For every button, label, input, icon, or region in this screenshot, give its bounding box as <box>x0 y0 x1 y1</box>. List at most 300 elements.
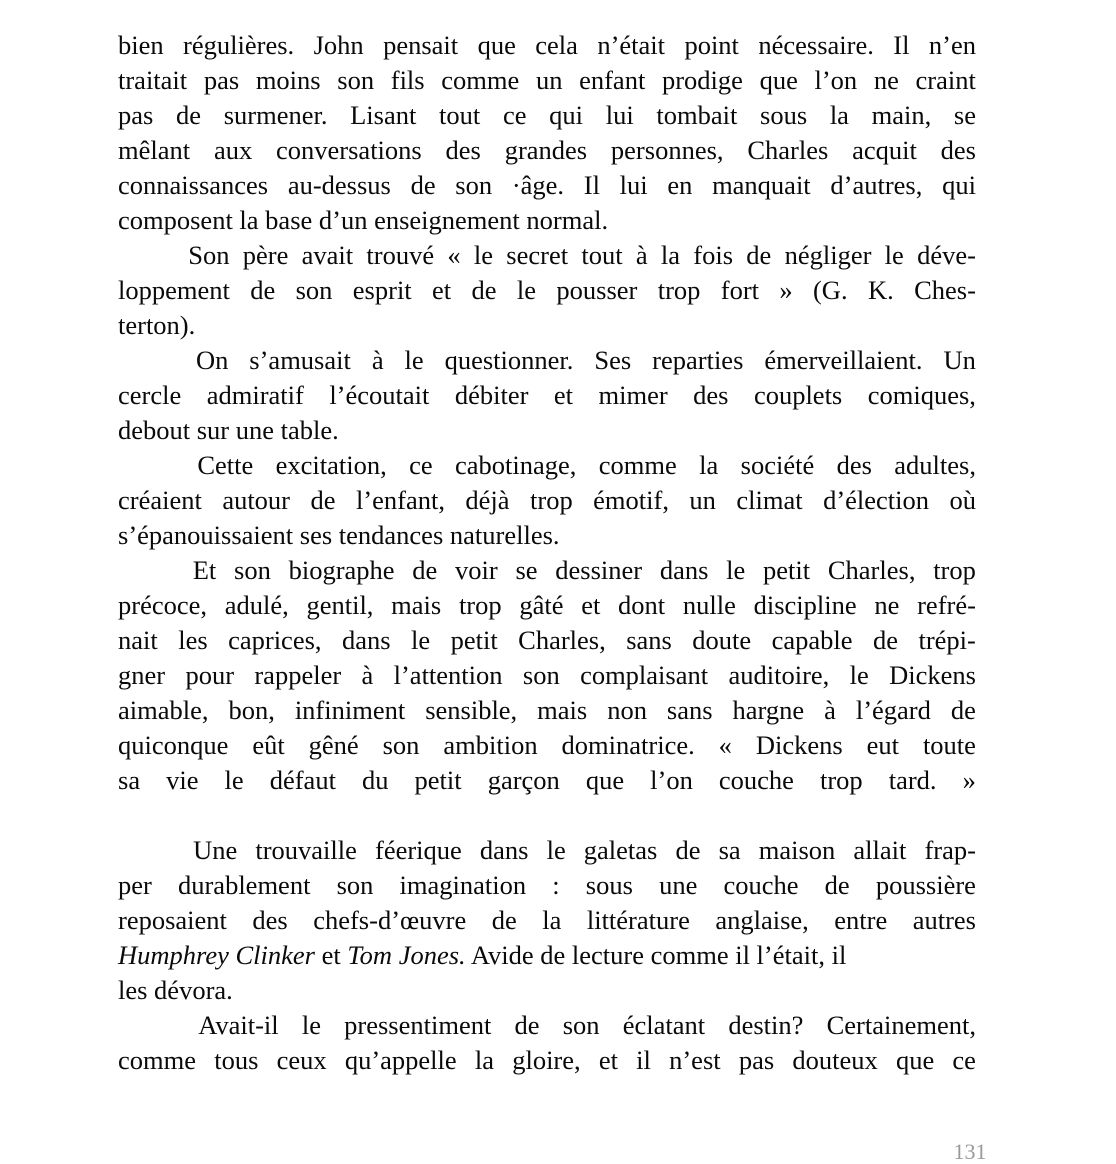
text-word: point <box>684 30 739 60</box>
page-number: 131 <box>953 1139 987 1164</box>
text-word: ambition <box>443 730 538 760</box>
text-word: enfant <box>579 65 646 95</box>
text-line <box>118 623 976 658</box>
text-word: le <box>473 240 494 270</box>
text-word: durablement <box>177 870 311 900</box>
text-line <box>118 693 976 728</box>
text-word: à <box>361 660 374 690</box>
text-word: gner <box>118 660 166 690</box>
text-word: le <box>726 555 746 585</box>
text-word: mêlant <box>118 135 191 165</box>
text-word: refré- <box>917 590 976 620</box>
text-word: pousser <box>556 275 638 305</box>
text-word: de <box>250 275 276 305</box>
text-word: pour <box>185 660 235 690</box>
text-word: Lisant <box>350 100 417 130</box>
paragraph-indent <box>118 448 175 483</box>
paragraph-biographe <box>118 553 976 798</box>
text-word: sans <box>626 625 672 655</box>
text-line <box>118 133 976 168</box>
text-word: eut <box>866 730 899 760</box>
text-word: « <box>718 730 732 760</box>
text-word: dominatrice. <box>561 730 695 760</box>
text-word: tous <box>214 1045 259 1075</box>
text-word: de <box>176 100 202 130</box>
text-word: dans <box>659 555 709 585</box>
text-line <box>118 1008 976 1043</box>
text-word: que <box>477 30 516 60</box>
page-text-block <box>118 28 976 1078</box>
text-word: reposaient <box>118 905 227 935</box>
text-word: sensible, <box>425 695 518 725</box>
text-line <box>118 273 976 308</box>
text-word: avait <box>301 240 354 270</box>
paragraph-indent <box>118 553 175 588</box>
text-word: autour <box>222 485 291 515</box>
text-word: trop <box>933 555 976 585</box>
text-word: comme <box>118 1045 196 1075</box>
text-word: le <box>849 660 869 690</box>
text-line <box>118 588 976 623</box>
text-word: mais <box>537 695 588 725</box>
text-word: questionner. <box>444 345 574 375</box>
text-word: petit <box>450 625 498 655</box>
text-word: douteux <box>792 1045 878 1075</box>
text-word: fils <box>390 65 425 95</box>
text-line <box>118 973 976 1008</box>
text-word: gloire, <box>512 1045 581 1075</box>
text-word: un <box>689 485 716 515</box>
text-line <box>118 413 976 448</box>
text-word: Il <box>893 30 910 60</box>
text-line <box>118 833 976 868</box>
text-word: Une <box>193 835 238 865</box>
text-word: féerique <box>375 835 462 865</box>
paragraph-break <box>118 798 976 833</box>
text-word: son <box>336 870 374 900</box>
paragraph-excitation <box>118 448 976 553</box>
text-word: gâté <box>519 590 564 620</box>
text-word: sous <box>585 870 633 900</box>
text-word: le <box>546 835 566 865</box>
paragraph-indent <box>118 833 175 868</box>
text-line <box>118 658 976 693</box>
text-word: ·âge. <box>511 170 565 200</box>
text-word: trop <box>530 485 573 515</box>
text-word: à <box>371 345 384 375</box>
text-word: craint <box>915 65 976 95</box>
paragraph-questionner <box>118 343 976 448</box>
text-word: Dickens <box>755 730 843 760</box>
text-word: autres <box>912 905 976 935</box>
text-word: son <box>337 65 375 95</box>
text-word: petit <box>414 765 462 795</box>
text-word: régulières. <box>183 30 295 60</box>
text-word: adulé, <box>224 590 289 620</box>
text-word: éclatant <box>622 1010 706 1040</box>
text-word: la <box>474 1045 494 1075</box>
text-word: secret <box>506 240 569 270</box>
text-word: tombait <box>656 100 738 130</box>
text-word: dont <box>618 590 666 620</box>
text-word: conversations <box>276 135 422 165</box>
text-word: comme <box>598 450 677 480</box>
text-word: gentil, <box>306 590 374 620</box>
paragraph-indent <box>118 238 175 273</box>
text-word: de <box>872 625 898 655</box>
text-word: de <box>950 695 976 725</box>
text-word: pas <box>118 100 154 130</box>
text-word: de <box>491 905 517 935</box>
text-word: sans <box>666 695 713 725</box>
text-line <box>118 308 976 343</box>
text-word: des <box>445 135 481 165</box>
text-word: le <box>301 1010 321 1040</box>
text-line <box>118 868 976 903</box>
text-word: la <box>660 240 681 270</box>
text-word: sous <box>760 100 808 130</box>
text-word: que <box>585 765 625 795</box>
text-word: se <box>515 555 538 585</box>
text-word: adultes, <box>894 450 976 480</box>
text-word: et <box>581 590 601 620</box>
text-word: au-dessus <box>287 170 391 200</box>
text-word: couplets <box>753 380 843 410</box>
text-word: le <box>224 765 244 795</box>
text-word: pressentiment <box>344 1010 492 1040</box>
text-word: le <box>516 275 537 305</box>
text-run: s’épanouissaient ses tendances naturelles. <box>118 520 560 550</box>
text-word: précoce, <box>118 590 207 620</box>
text-word: tout <box>581 240 623 270</box>
text-word: de <box>471 275 497 305</box>
text-word: mimer <box>598 380 668 410</box>
text-word: biographe <box>288 555 395 585</box>
paragraph-secret <box>118 238 976 343</box>
text-word: connaissances <box>118 170 269 200</box>
text-word: gêné <box>308 730 359 760</box>
text-word: per <box>118 870 152 900</box>
text-word: galetas <box>583 835 658 865</box>
text-word: et <box>598 1045 618 1075</box>
text-word: ne <box>873 65 899 95</box>
text-word: bien <box>118 30 164 60</box>
text-word: vie <box>166 765 199 795</box>
text-word: trop <box>657 275 701 305</box>
text-word: l’attention <box>393 660 503 690</box>
text-word: surmener. <box>223 100 328 130</box>
text-word: défaut <box>269 765 336 795</box>
text-word: trop <box>819 765 863 795</box>
text-line <box>118 938 976 973</box>
text-word: John <box>313 30 364 60</box>
text-line <box>118 98 976 133</box>
text-word: destin? <box>728 1010 804 1040</box>
text-word: quiconque <box>118 730 229 760</box>
text-word: dans <box>479 835 529 865</box>
text-word: de <box>410 170 436 200</box>
text-word: grandes <box>504 135 588 165</box>
text-word: admiratif <box>206 380 304 410</box>
text-word: lui <box>619 170 648 200</box>
text-word: Certainement, <box>826 1010 976 1040</box>
text-word: le <box>411 625 431 655</box>
text-word: comiques, <box>867 380 976 410</box>
text-line <box>118 903 976 938</box>
text-word: anglaise, <box>715 905 809 935</box>
text-word: acquit <box>852 135 917 165</box>
text-line <box>118 63 976 98</box>
text-word: non <box>607 695 647 725</box>
text-word: On <box>195 345 229 375</box>
text-word: « <box>447 240 461 270</box>
text-word: l’on <box>814 65 858 95</box>
text-word: Charles, <box>518 625 606 655</box>
text-word: un <box>535 65 563 95</box>
text-word: fois <box>693 240 734 270</box>
text-word: de <box>675 835 701 865</box>
text-word: hargne <box>732 695 805 725</box>
text-run: les dévora. <box>118 975 233 1005</box>
text-line <box>118 728 976 763</box>
text-word: société <box>740 450 815 480</box>
text-word: aimable, <box>118 695 209 725</box>
text-word: Et <box>192 555 217 585</box>
text-word: trépi- <box>918 625 976 655</box>
text-word: » <box>779 275 793 305</box>
text-run: debout sur une table. <box>118 415 339 445</box>
text-word: cabotinage, <box>455 450 577 480</box>
text-word: Avait-il <box>198 1010 279 1040</box>
text-word: reparties <box>652 345 744 375</box>
text-word: K. <box>867 275 894 305</box>
text-word: maison <box>758 835 836 865</box>
text-word: son <box>455 170 493 200</box>
text-word: toute <box>922 730 976 760</box>
text-word: il <box>636 1045 651 1075</box>
text-word: émotif, <box>593 485 669 515</box>
text-word: déve- <box>917 240 976 270</box>
text-word: frap- <box>924 835 976 865</box>
text-word: imagination <box>399 870 527 900</box>
text-word: où <box>949 485 976 515</box>
text-word: pas <box>203 65 240 95</box>
text-word: que <box>895 1045 935 1075</box>
text-word: n’est <box>669 1045 721 1075</box>
text-word: négliger <box>784 240 872 270</box>
text-word: nécessaire. <box>758 30 874 60</box>
text-word: entre <box>834 905 888 935</box>
text-word: complaisant <box>580 660 709 690</box>
text-word: cela <box>535 30 578 60</box>
text-run: Avide de lecture comme il l’était, il <box>465 940 847 970</box>
text-line <box>118 203 976 238</box>
text-word: et <box>553 380 574 410</box>
text-word: dans <box>341 625 391 655</box>
text-word: la <box>829 100 849 130</box>
text-word: allait <box>853 835 907 865</box>
text-word: n’était <box>597 30 666 60</box>
text-word: manquait <box>712 170 811 200</box>
text-word: de <box>746 240 772 270</box>
text-word: les <box>178 625 208 655</box>
text-line <box>118 168 976 203</box>
text-word: trouvé <box>366 240 435 270</box>
text-line <box>118 238 976 273</box>
text-word: une <box>659 870 698 900</box>
text-word: sa <box>118 765 141 795</box>
text-word: tard. <box>888 765 937 795</box>
italic-title: Humphrey Clinker <box>118 940 315 970</box>
text-word: voir <box>455 555 498 585</box>
text-word: ce <box>502 100 527 130</box>
text-word: prodige <box>661 65 743 95</box>
text-word: dessiner <box>555 555 643 585</box>
text-word: s’amusait <box>249 345 351 375</box>
text-word: la <box>542 905 562 935</box>
text-word: son <box>234 555 271 585</box>
text-word: que <box>759 65 798 95</box>
text-word: l’on <box>650 765 693 795</box>
text-word: débiter <box>454 380 529 410</box>
text-word: l’égard <box>855 695 931 725</box>
text-line <box>118 483 976 518</box>
text-word: nulle <box>682 590 736 620</box>
text-word: ce <box>409 450 433 480</box>
text-word: le <box>404 345 424 375</box>
text-word: bon, <box>228 695 275 725</box>
text-run: composent la base d’un enseignement normal. <box>118 205 609 235</box>
text-word: qu’appelle <box>344 1045 457 1075</box>
text-line <box>118 518 976 553</box>
text-word: de <box>824 870 850 900</box>
text-word: : <box>552 870 560 900</box>
text-word: trop <box>458 590 502 620</box>
text-word: loppement <box>118 275 230 305</box>
text-word: des <box>836 450 872 480</box>
text-word: climat <box>736 485 803 515</box>
text-line <box>118 763 976 798</box>
text-word: en <box>667 170 693 200</box>
text-word: Dickens <box>889 660 976 690</box>
text-run: terton). <box>118 310 196 340</box>
text-word: se <box>953 100 976 130</box>
text-word: l’écoutait <box>329 380 430 410</box>
paragraph-pressentiment <box>118 1008 976 1078</box>
text-word: garçon <box>487 765 560 795</box>
text-word: son <box>522 660 560 690</box>
text-word: excitation, <box>275 450 387 480</box>
text-word: de <box>412 555 438 585</box>
text-word: du <box>361 765 389 795</box>
text-word: main, <box>871 100 932 130</box>
text-word: comme <box>441 65 520 95</box>
text-word: émerveillaient. <box>764 345 923 375</box>
text-word: d’élection <box>823 485 930 515</box>
text-word: couche <box>723 870 799 900</box>
text-word: Son <box>188 240 230 270</box>
text-word: fort <box>720 275 760 305</box>
text-word: de <box>310 485 336 515</box>
text-word: poussière <box>875 870 976 900</box>
text-word: (G. <box>812 275 848 305</box>
text-word: Ses <box>594 345 632 375</box>
text-line <box>118 1043 976 1078</box>
text-word: nait <box>118 625 158 655</box>
text-word: à <box>824 695 836 725</box>
text-line <box>118 448 976 483</box>
text-word: l’enfant, <box>355 485 445 515</box>
text-word: auditoire, <box>728 660 830 690</box>
text-word: Charles, <box>827 555 916 585</box>
text-word: personnes, <box>610 135 724 165</box>
text-word: caprices, <box>228 625 322 655</box>
paragraph-trouvaille <box>118 833 976 1008</box>
text-word: n’en <box>928 30 976 60</box>
text-word: discipline <box>753 590 857 620</box>
text-word: littérature <box>586 905 690 935</box>
text-word: trouvaille <box>255 835 357 865</box>
text-word: ceux <box>276 1045 327 1075</box>
text-run: et <box>315 940 348 970</box>
text-word: son <box>295 275 333 305</box>
text-word: des <box>693 380 729 410</box>
text-word: déjà <box>465 485 510 515</box>
text-word: lui <box>605 100 634 130</box>
text-word: rappeler <box>254 660 342 690</box>
text-word: doute <box>692 625 752 655</box>
text-word: infiniment <box>294 695 406 725</box>
text-line <box>118 553 976 588</box>
text-word: mais <box>391 590 442 620</box>
text-word: esprit <box>352 275 412 305</box>
text-word: couche <box>718 765 794 795</box>
text-word: moins <box>255 65 321 95</box>
text-word: son <box>562 1010 600 1040</box>
text-word: Cette <box>197 450 254 480</box>
text-word: ne <box>874 590 900 620</box>
text-word: » <box>962 765 976 795</box>
text-word: à <box>635 240 648 270</box>
text-word: Charles <box>747 135 829 165</box>
text-word: qui <box>942 170 976 200</box>
text-word: son <box>382 730 420 760</box>
text-word: pas <box>738 1045 775 1075</box>
text-word: le <box>884 240 904 270</box>
text-word: pensait <box>383 30 459 60</box>
text-word: traitait <box>118 65 188 95</box>
text-word: sa <box>718 835 741 865</box>
text-word: créaient <box>118 485 202 515</box>
text-word: des <box>940 135 976 165</box>
text-word: petit <box>763 555 811 585</box>
text-word: tout <box>439 100 481 130</box>
text-word: aux <box>213 135 253 165</box>
text-word: qui <box>549 100 584 130</box>
text-word: capable <box>771 625 853 655</box>
text-word: la <box>699 450 719 480</box>
text-word: cercle <box>118 380 182 410</box>
paragraph-indent <box>118 343 175 378</box>
text-word: chefs-d’œuvre <box>313 905 467 935</box>
paragraph-continuation <box>118 28 976 238</box>
text-line <box>118 343 976 378</box>
text-word: d’autres, <box>830 170 923 200</box>
text-line <box>118 28 976 63</box>
text-word: ce <box>952 1045 976 1075</box>
paragraph-indent <box>118 1008 175 1043</box>
italic-title: Tom Jones. <box>347 940 466 970</box>
